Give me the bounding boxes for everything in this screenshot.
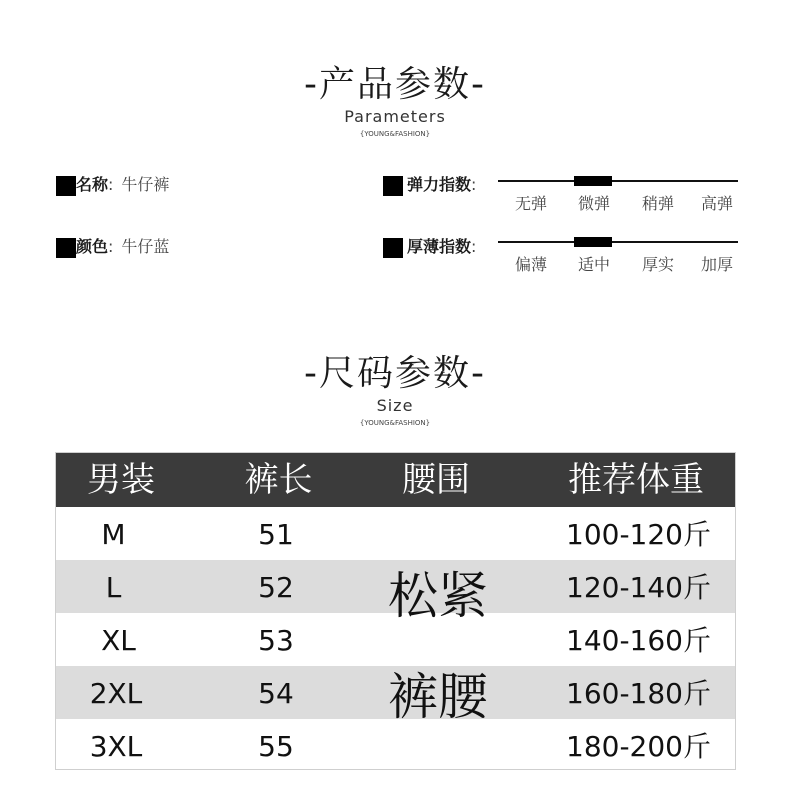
params-tagline: {YOUNG&FASHION} <box>359 130 431 138</box>
color-row <box>56 234 169 258</box>
size-title: -尺码参数- <box>304 353 486 394</box>
cell-size: L <box>105 571 122 604</box>
cell-weight: 160-180斤 <box>566 677 711 710</box>
waist-type-line1: 松紧 <box>388 567 488 625</box>
color-value: 牛仔蓝 <box>121 237 170 256</box>
table-header <box>56 453 735 507</box>
cell-size: XL <box>101 624 136 657</box>
thickness-row <box>383 234 476 258</box>
cell-length: 54 <box>258 677 294 710</box>
square-bullet-icon <box>383 238 403 258</box>
cell-weight: 120-140斤 <box>566 571 711 604</box>
cell-weight: 180-200斤 <box>566 730 711 763</box>
elasticity-scale-line <box>498 180 738 182</box>
square-bullet-icon <box>383 176 403 196</box>
header-weight: 推荐体重 <box>568 460 704 500</box>
header-waist: 腰围 <box>402 460 470 500</box>
thickness-option: 加厚 <box>700 255 733 274</box>
cell-length: 53 <box>258 624 294 657</box>
cell-weight: 100-120斤 <box>566 518 711 551</box>
name-value: 牛仔裤 <box>121 175 170 194</box>
thickness-selected-marker <box>574 237 612 247</box>
name-row <box>56 172 169 196</box>
params-title: -产品参数- <box>304 64 486 105</box>
elasticity-row <box>383 172 476 196</box>
separator: : <box>471 175 477 194</box>
cell-length: 51 <box>258 518 294 551</box>
header-size: 男装 <box>87 460 155 500</box>
separator: : <box>471 237 477 256</box>
square-bullet-icon <box>56 176 76 196</box>
waist-type-line2: 裤腰 <box>388 668 488 726</box>
elasticity-option: 稍弹 <box>641 194 674 213</box>
cell-size: 3XL <box>89 730 143 763</box>
size-tagline: {YOUNG&FASHION} <box>359 419 431 427</box>
cell-size: M <box>101 518 126 551</box>
thickness-label: 厚薄指数 <box>407 237 472 256</box>
params-subtitle: Parameters <box>344 107 446 126</box>
square-bullet-icon <box>56 238 76 258</box>
thickness-option: 适中 <box>577 255 610 274</box>
cell-weight: 140-160斤 <box>566 624 711 657</box>
color-label: 颜色 <box>76 237 109 256</box>
elasticity-label: 弹力指数 <box>407 175 472 194</box>
separator: : <box>108 237 114 256</box>
elasticity-selected-marker <box>574 176 612 186</box>
size-subtitle: Size <box>376 396 414 415</box>
header-length: 裤长 <box>244 460 313 500</box>
cell-length: 52 <box>258 571 294 604</box>
thickness-option: 厚实 <box>641 255 674 274</box>
separator: : <box>108 175 114 194</box>
thickness-option: 偏薄 <box>514 255 547 274</box>
cell-size: 2XL <box>89 677 143 710</box>
elasticity-option: 高弹 <box>700 194 733 213</box>
elasticity-option: 无弹 <box>514 194 547 213</box>
elasticity-option: 微弹 <box>577 194 610 213</box>
name-label: 名称 <box>76 175 109 194</box>
size-table <box>55 452 736 770</box>
cell-length: 55 <box>258 730 294 763</box>
thickness-scale-line <box>498 241 738 243</box>
table-row <box>56 507 735 560</box>
